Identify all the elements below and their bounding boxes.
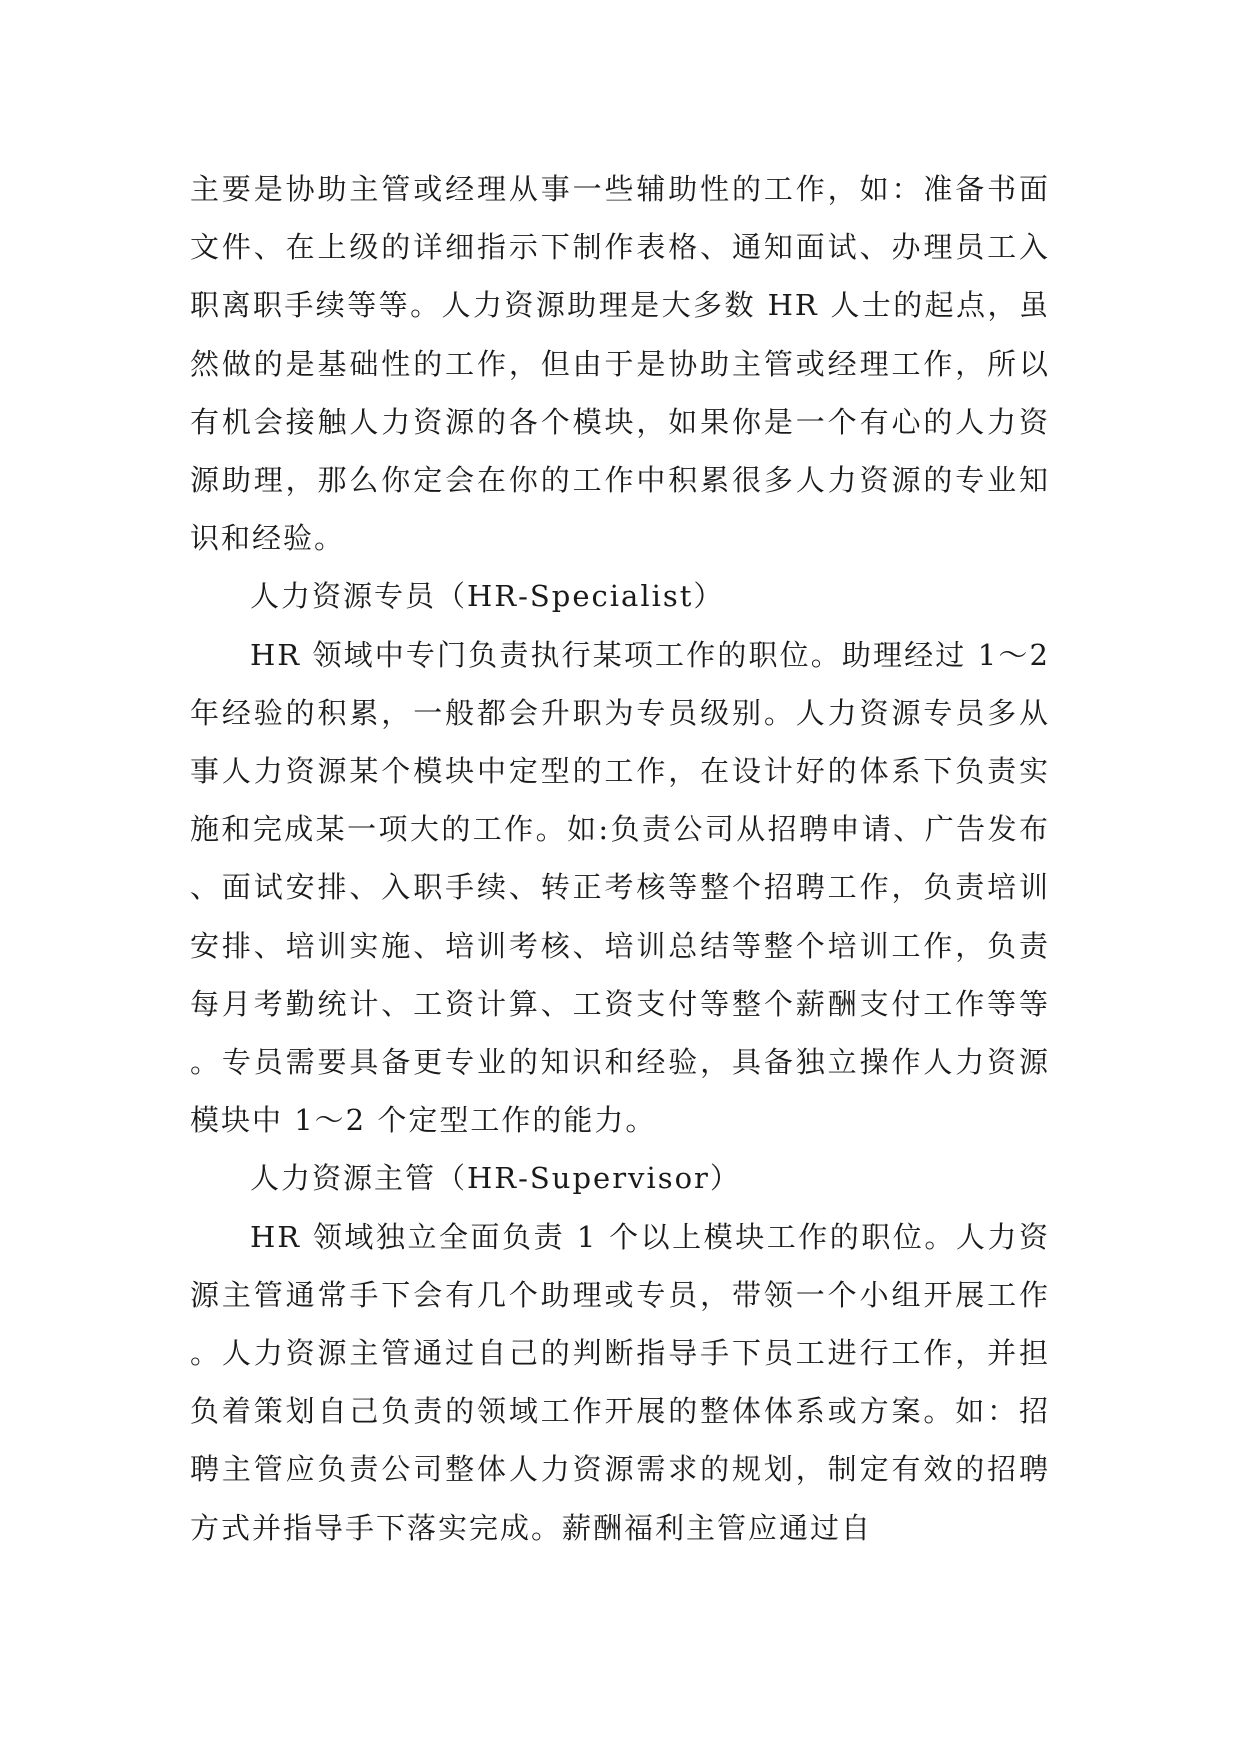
paragraph-hr-supervisor-description: HR 领域独立全面负责 1 个以上模块工作的职位。人力资源主管通常手下会有几个助理或专员，带领一个小组开展工作。人力资源主管通过自己的判断指导手下员工进行工作，并担负着策划自己负责的领域工作开展的整体体系或方案。如：招聘主管应负责公司整体人力资源需求的规划，制定有效的招聘方式并指导手下落实完成。薪酬福利主管应通过自: [190, 1219, 1050, 1545]
heading-hr-supervisor: 人力资源主管（HR-Supervisor）: [250, 1161, 741, 1196]
heading-hr-specialist: 人力资源专员（HR-Specialist）: [250, 579, 725, 614]
document-body: [190, 160, 1050, 1557]
paragraph-hr-assistant-description: 主要是协助主管或经理从事一些辅助性的工作，如：准备书面文件、在上级的详细指示下制作表格、通知面试、办理员工入职离职手续等等。人力资源助理是大多数 HR 人士的起点，虽然做的是基础性的工作，但由于是协助主管或经理工作，所以有机会接触人力资源的各个模块，如果你是一个有心的人力资源助理，那么你定会在你的工作中积累很多人力资源的专业知识和经验。: [190, 172, 1050, 556]
paragraph-hr-specialist-description: HR 领域中专门负责执行某项工作的职位。助理经过 1～2 年经验的积累，一般都会升职为专员级别。人力资源专员多从事人力资源某个模块中定型的工作，在设计好的体系下负责实施和完成某一项大的工作。如:负责公司从招聘申请、广告发布、面试安排、入职手续、转正考核等整个招聘工作，负责培训安排、培训实施、培训考核、培训总结等整个培训工作，负责每月考勤统计、工资计算、工资支付等整个薪酬支付工作等等。专员需要具备更专业的知识和经验，具备独立操作人力资源模块中 1～2 个定型工作的能力。: [190, 637, 1050, 1138]
